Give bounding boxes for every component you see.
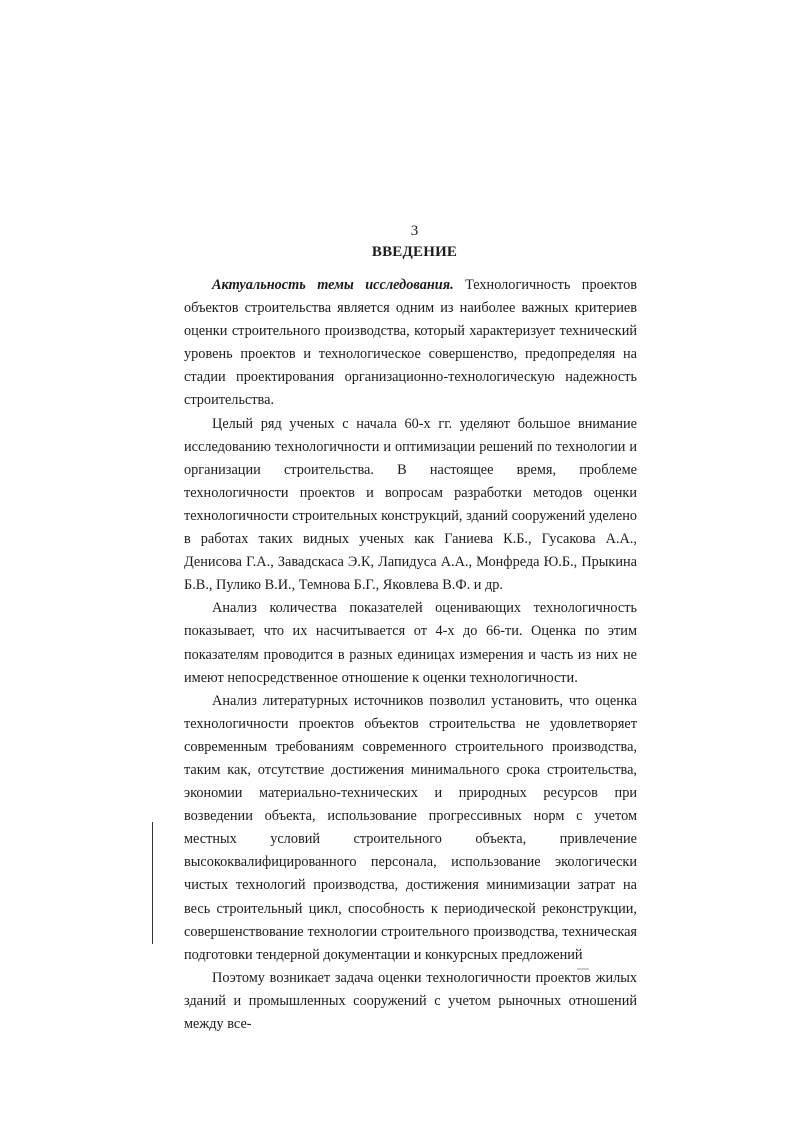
body-text — [184, 274, 637, 1036]
section-heading: ВВЕДЕНИЕ — [371, 244, 458, 260]
paragraph-researchers: Целый ряд ученых с начала 60-х гг. уделяют большое внимание исследованию технологичности и оптимизации решений по технологии и организации строительства. В настоящее время, проблеме технологичности проектов и вопросам разработки методов оценки технологичности строительных конструкций, зданий сооружений уделено в работах таких видных ученых как Ганиева К.Б., Гусакова А.А., Денисова Г.А., Завадскаса Э.К, Лапидуса А.А., Монфреда Ю.Б., Прыкина Б.В., Пулико В.И., Темнова Б.Г., Яковлева В.Ф. и др. — [184, 415, 637, 594]
scan-artifact-mark — [577, 968, 589, 970]
paragraph-task: Поэтому возникает задача оценки технологичности проектов жилых зданий и промышленных сооружений с учетом рыночных отношений между все- — [184, 969, 637, 1032]
paragraph-lead: Актуальность темы исследования. — [212, 277, 454, 293]
paragraph-relevance — [184, 274, 637, 413]
paragraph-text: Технологичность проектов объектов строительства является одним из наиболее важных критериев оценки строительного производства, который характеризует технический уровень проектов и технологическое совершенство, предопределяя на стадии проектирования организационно-технологическую надежность строительства. — [184, 277, 637, 409]
scan-artifact-line — [152, 822, 153, 944]
page-number: 3 — [410, 223, 419, 239]
paragraph-literature: Анализ литературных источников позволил установить, что оценка технологичности проектов объектов строительства не удовлетворяет современным требованиям современного строительного производства, таким как, отсутствие достижения минимального срока строительства, экономии материально-технических и природных ресурсов при возведении объекта, использование прогрессивных норм с учетом местных условий строительного объекта, привлечение высококвалифицированного персонала, использование экологически чистых технологий производства, достижения минимизации затрат на весь строительный цикл, способность к периодической реконструкции, совершенствование технологии строительного производства, техническая подготовки тендерной документации и конкурсных предложений — [184, 692, 637, 963]
paragraph-indicators: Анализ количества показателей оценивающих технологичность показывает, что их насчитывается от 4-х до 66-ти. Оценка по этим показателям проводится в разных единицах измерения и часть из них не имеют непосредственное отношение к оценки технологичности. — [184, 600, 637, 686]
